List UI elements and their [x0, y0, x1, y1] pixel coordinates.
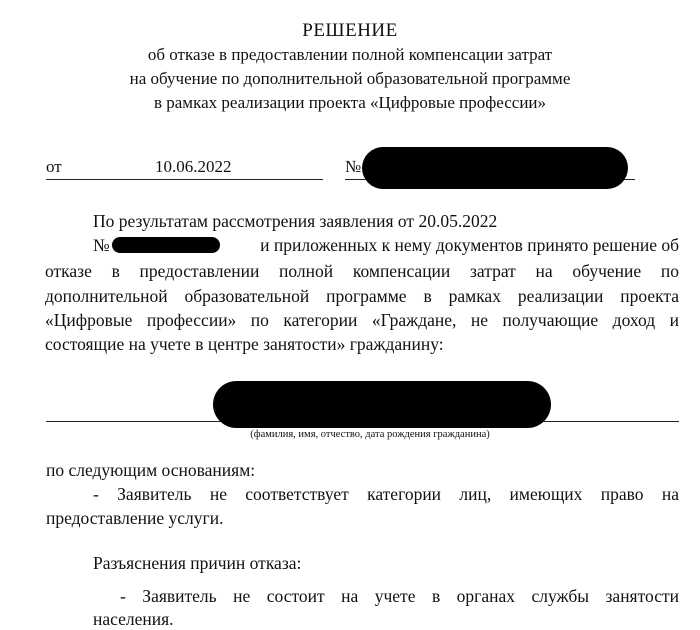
document-title: РЕШЕНИЕ: [302, 20, 398, 41]
number-prefix: №: [345, 157, 362, 176]
grounds-line-2: предоставление услуги.: [46, 508, 224, 528]
redaction-mark-application-number: [112, 237, 220, 253]
explanation-label: Разъяснения причин отказа:: [93, 553, 302, 573]
date-prefix: от: [46, 157, 62, 176]
subtitle-line-2: на обучение по дополнительной образовательной программе: [129, 69, 571, 88]
date-underline: [46, 179, 323, 180]
name-field-caption: (фамилия, имя, отчество, дата рождения гражданина): [250, 429, 490, 440]
intro-line-2-tail: и приложенных к нему документов принято решение об: [260, 235, 679, 255]
explanation-line-1: - Заявитель не состоит на учете в органах службы занятости: [120, 586, 679, 606]
subtitle-line-3: в рамках реализации проекта «Цифровые профессии»: [153, 93, 547, 112]
grounds-label: по следующим основаниям:: [46, 460, 256, 480]
intro-line-6: состоящие на учете в центре занятости» гражданину:: [45, 334, 444, 354]
intro-line-3: отказе в предоставлении полной компенсации затрат на обучение по: [45, 261, 679, 281]
explanation-line-2: населения.: [93, 609, 174, 629]
grounds-line-1: - Заявитель не соответствует категории лиц, имеющих право на: [93, 484, 679, 504]
intro-number-prefix: №: [93, 235, 110, 255]
redaction-mark-number: [362, 147, 628, 189]
decision-date: 10.06.2022: [155, 157, 232, 176]
intro-line-5: «Цифровые профессии» по категории «Граждане, не получающие доход и: [45, 310, 679, 330]
intro-line-1: По результатам рассмотрения заявления от 20.05.2022: [93, 211, 498, 231]
intro-line-4: дополнительной образовательной программе в рамках реализации проекта: [45, 286, 679, 306]
redaction-mark-citizen-name: [213, 381, 551, 428]
subtitle-line-1: об отказе в предоставлении полной компенсации затрат: [147, 45, 553, 64]
